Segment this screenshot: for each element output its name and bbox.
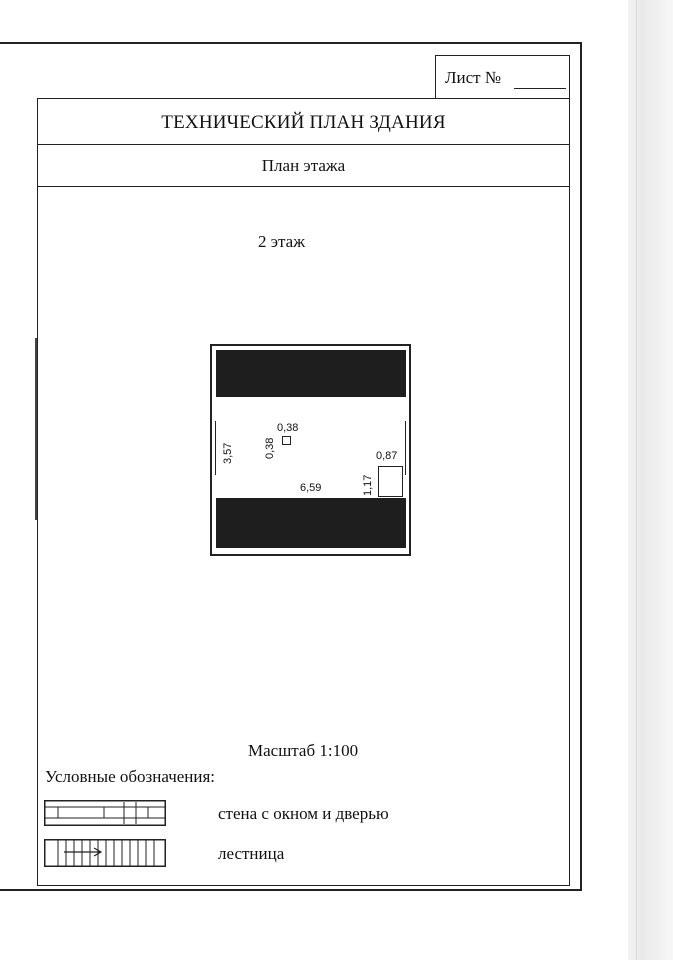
margin-line	[35, 338, 37, 520]
legend-title: Условные обозначения:	[45, 767, 216, 786]
dim-stair-height: 1,17	[362, 474, 374, 496]
document-subtitle: План этажа	[261, 156, 346, 175]
scale-label: Масштаб 1:100	[248, 741, 359, 760]
page-edge-shadow	[628, 0, 673, 960]
document-title: ТЕХНИЧЕСКИЙ ПЛАН ЗДАНИЯ	[161, 112, 446, 133]
dim-column-height: 0,38	[264, 437, 276, 459]
wall-with-window-and-door-icon	[44, 800, 166, 826]
plan-window-left	[211, 421, 216, 475]
plan-wall-top	[216, 350, 406, 397]
floor-label: 2 этаж	[258, 232, 305, 251]
sheet-number-label: Лист №	[445, 68, 502, 87]
plan-column	[282, 436, 291, 445]
legend-item-stairs: лестница	[218, 844, 285, 863]
dim-column-width: 0,38	[277, 422, 299, 434]
dim-room-height: 3,57	[222, 442, 234, 464]
page-edge-line	[636, 0, 637, 960]
sheet-number-blank	[514, 88, 566, 89]
stairs-icon	[44, 839, 166, 867]
plan-window-right	[405, 421, 410, 475]
plan-wall-bottom	[216, 498, 406, 548]
dim-stair-width: 0,87	[376, 450, 398, 462]
plan-stair-opening	[378, 466, 403, 497]
dim-room-length: 6,59	[300, 482, 322, 494]
legend-item-wall: стена с окном и дверью	[218, 804, 389, 823]
